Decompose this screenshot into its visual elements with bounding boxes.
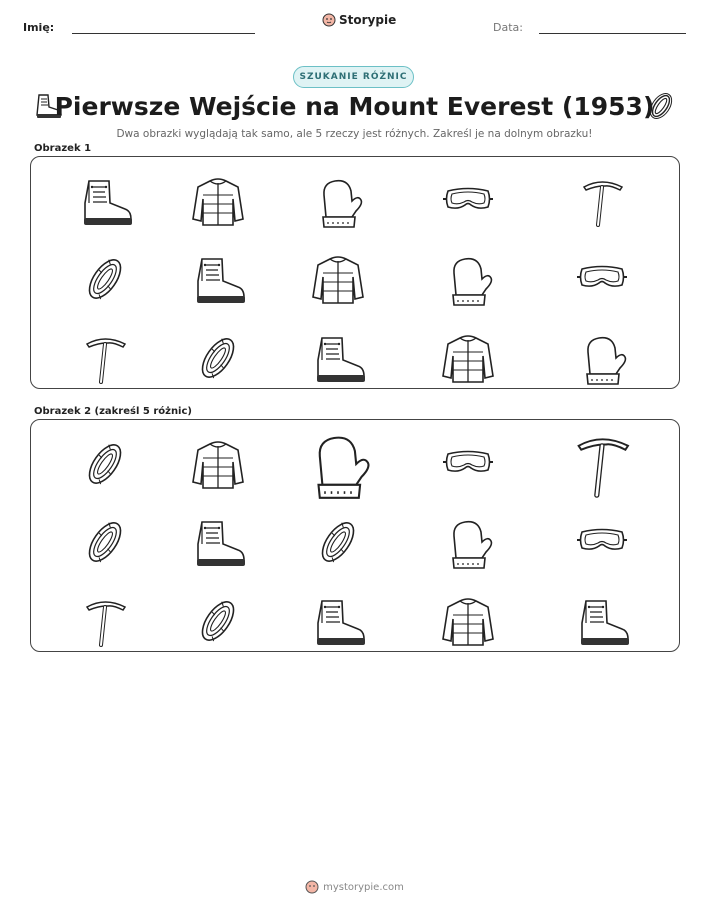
- panel-1-label: Obrazek 1: [34, 143, 92, 154]
- goggles-icon[interactable]: [438, 436, 498, 492]
- ice-axe-icon[interactable]: [563, 428, 641, 501]
- jacket-icon: [308, 251, 368, 307]
- mitten-icon: [308, 173, 368, 229]
- goggles-icon[interactable]: [572, 514, 632, 570]
- rope-icon[interactable]: [75, 514, 135, 570]
- rope-icon[interactable]: [308, 514, 368, 570]
- boot-icon: [188, 514, 248, 570]
- ice-axe-icon: [75, 330, 135, 386]
- mitten-icon[interactable]: [438, 514, 498, 570]
- rope-icon[interactable]: [188, 593, 248, 649]
- goggles-icon: [572, 251, 632, 307]
- mitten-icon: [438, 251, 498, 307]
- mitten-icon: [299, 428, 377, 501]
- name-label: Imię:: [23, 21, 55, 34]
- boot-icon: [308, 330, 368, 386]
- jacket-icon: [438, 593, 498, 649]
- mitten-icon: [438, 251, 498, 307]
- mitten-icon: [308, 173, 368, 229]
- rope-icon: [75, 251, 135, 307]
- boot-icon: [75, 173, 135, 229]
- mitten-icon[interactable]: [299, 428, 377, 501]
- boot-icon: [188, 251, 248, 307]
- rope-icon: [188, 330, 248, 386]
- title-rope-icon: [648, 91, 674, 121]
- activity-badge: SZUKANIE RÓŻNIC: [293, 66, 414, 88]
- footer-logo-icon: [305, 880, 319, 894]
- rope-icon: [75, 251, 135, 307]
- panel-2-label: Obrazek 2 (zakreśl 5 różnic): [34, 406, 192, 417]
- panel-1: [30, 156, 680, 389]
- jacket-icon[interactable]: [188, 436, 248, 492]
- brand-name: Storypie: [339, 13, 397, 27]
- rope-icon: [188, 330, 248, 386]
- mitten-icon: [438, 514, 498, 570]
- date-line[interactable]: [539, 33, 686, 34]
- jacket-icon: [188, 436, 248, 492]
- footer-url: mystorypie.com: [323, 881, 404, 893]
- instructions: Dwa obrazki wyglądają tak samo, ale 5 rzeczy jest różnych. Zakreśl je na dolnym obrazku!: [116, 128, 593, 140]
- rope-icon: [75, 514, 135, 570]
- rope-icon: [75, 436, 135, 492]
- storypie-logo-icon: [322, 13, 336, 27]
- rope-icon: [188, 593, 248, 649]
- rope-icon: [308, 514, 368, 570]
- boot-icon[interactable]: [188, 514, 248, 570]
- boot-icon[interactable]: [572, 593, 632, 649]
- page-title: Pierwsze Wejście na Mount Everest (1953): [54, 92, 655, 121]
- jacket-icon: [438, 330, 498, 386]
- panel-2[interactable]: [30, 419, 680, 652]
- mitten-icon: [572, 330, 632, 386]
- jacket-icon: [308, 251, 368, 307]
- name-line[interactable]: [72, 33, 255, 34]
- mitten-icon: [572, 330, 632, 386]
- goggles-icon: [438, 173, 498, 229]
- boot-icon: [75, 173, 135, 229]
- boot-icon: [188, 251, 248, 307]
- boot-icon[interactable]: [308, 593, 368, 649]
- ice-axe-icon[interactable]: [75, 593, 135, 649]
- goggles-icon: [438, 173, 498, 229]
- ice-axe-icon: [572, 173, 632, 229]
- ice-axe-icon: [75, 330, 135, 386]
- date-label: Data:: [493, 21, 523, 34]
- goggles-icon: [572, 514, 632, 570]
- goggles-icon: [438, 436, 498, 492]
- jacket-icon: [438, 330, 498, 386]
- goggles-icon: [572, 251, 632, 307]
- ice-axe-icon: [563, 428, 641, 501]
- rope-icon[interactable]: [75, 436, 135, 492]
- jacket-icon[interactable]: [438, 593, 498, 649]
- boot-icon: [308, 593, 368, 649]
- brand-logo: [322, 13, 396, 27]
- boot-icon: [572, 593, 632, 649]
- jacket-icon: [188, 173, 248, 229]
- jacket-icon: [188, 173, 248, 229]
- ice-axe-icon: [572, 173, 632, 229]
- ice-axe-icon: [75, 593, 135, 649]
- boot-icon: [308, 330, 368, 386]
- footer: [0, 880, 709, 894]
